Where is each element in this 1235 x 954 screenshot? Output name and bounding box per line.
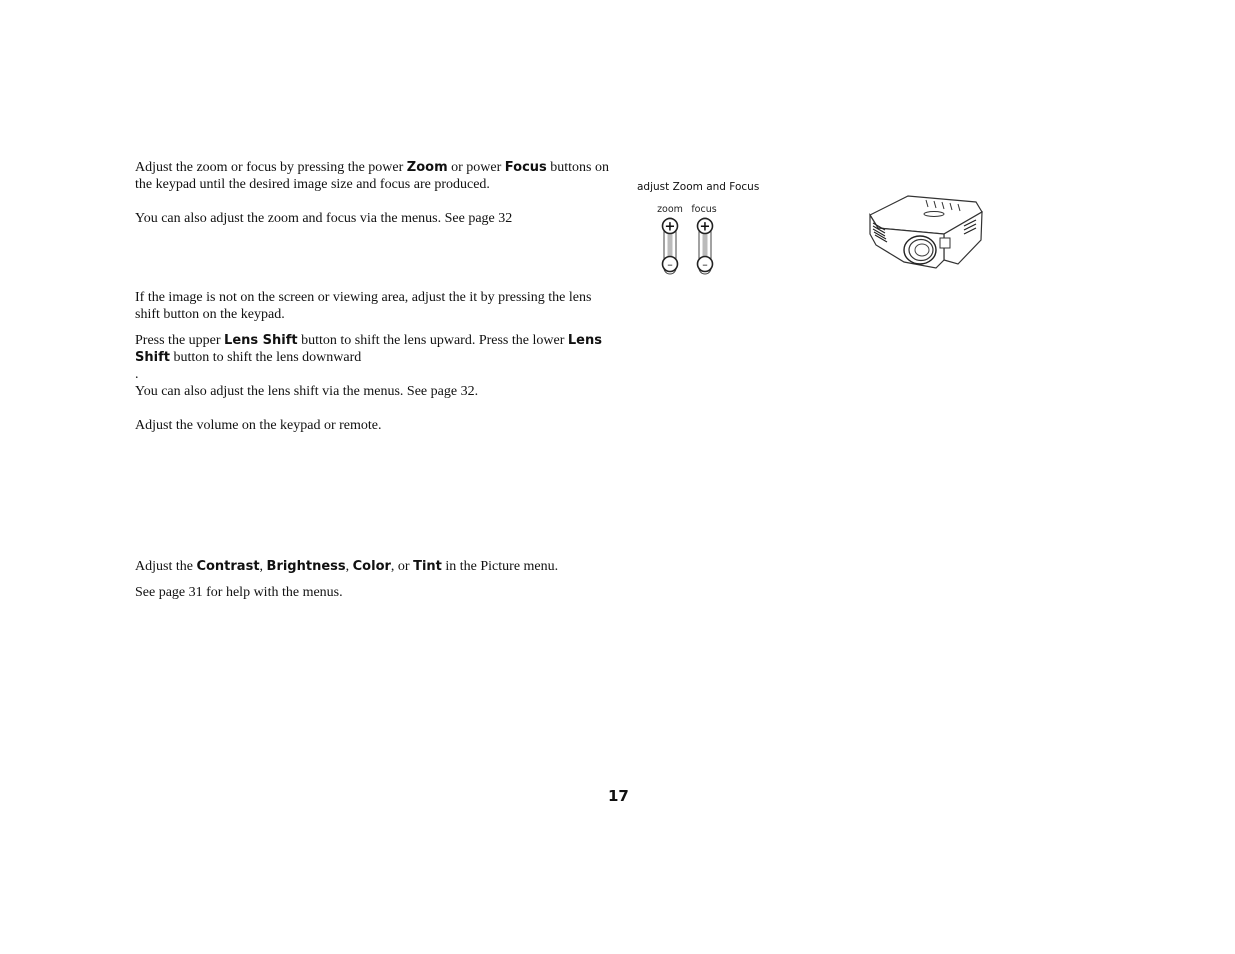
color-term: Color bbox=[352, 559, 391, 574]
volume-paragraph: Adjust the volume on the keypad or remote. bbox=[135, 418, 382, 433]
zoom-focus-menu-paragraph: You can also adjust the zoom and focus via the menus. See page 32 bbox=[135, 211, 513, 226]
text: button to shift the lens upward. Press the lower bbox=[297, 333, 568, 348]
projector-icon bbox=[864, 190, 988, 276]
zoom-plus-glyph: + bbox=[664, 219, 676, 235]
zoom-term: Zoom bbox=[406, 160, 448, 175]
page-number: 17 bbox=[608, 787, 629, 805]
brightness-term: Brightness bbox=[266, 559, 346, 574]
text: Adjust the bbox=[135, 559, 197, 574]
text: , bbox=[259, 559, 267, 574]
text: Adjust the zoom or focus by pressing the power bbox=[135, 160, 407, 175]
text: Press the upper bbox=[135, 333, 225, 348]
contrast-term: Contrast bbox=[196, 559, 260, 574]
lens-shift-term: Lens Shift bbox=[224, 333, 298, 348]
focus-label: focus bbox=[691, 204, 717, 215]
zoom-focus-paragraph bbox=[135, 159, 610, 193]
lens-shift-term: Lens Shift bbox=[135, 333, 602, 365]
focus-rocker bbox=[698, 218, 713, 274]
lens-shift-paragraph: If the image is not on the screen or viewing area, adjust the it by pressing the lens shift button on the keypad. bbox=[135, 290, 592, 322]
zoom-focus-keypad-illustration bbox=[648, 201, 728, 279]
text: button to shift the lens downward bbox=[169, 350, 362, 365]
menus-help-paragraph: See page 31 for help with the menus. bbox=[135, 585, 343, 600]
focus-term: Focus bbox=[504, 160, 547, 175]
zoom-minus-glyph: – bbox=[667, 258, 673, 271]
lens-shift-instructions: Press the upper Lens Shift button to shift the lens upward. Press the lower Lens Shift button to shift the lens downward . bbox=[135, 333, 602, 382]
text: , bbox=[345, 559, 353, 574]
focus-plus-glyph: + bbox=[699, 219, 711, 235]
text: or power bbox=[447, 160, 505, 175]
text: in the Picture menu. bbox=[441, 559, 559, 574]
picture-paragraph bbox=[135, 558, 610, 575]
text: , or bbox=[390, 559, 414, 574]
tint-term: Tint bbox=[413, 559, 442, 574]
focus-minus-glyph: – bbox=[702, 258, 708, 271]
zoom-label: zoom bbox=[657, 204, 683, 215]
figure-caption: adjust Zoom and Focus bbox=[637, 181, 760, 193]
lens-shift-menu-paragraph: You can also adjust the lens shift via the menus. See page 32. bbox=[135, 384, 479, 399]
text: buttons on the keypad until the desired image size and focus are produced. bbox=[135, 160, 610, 192]
zoom-rocker bbox=[663, 218, 678, 274]
